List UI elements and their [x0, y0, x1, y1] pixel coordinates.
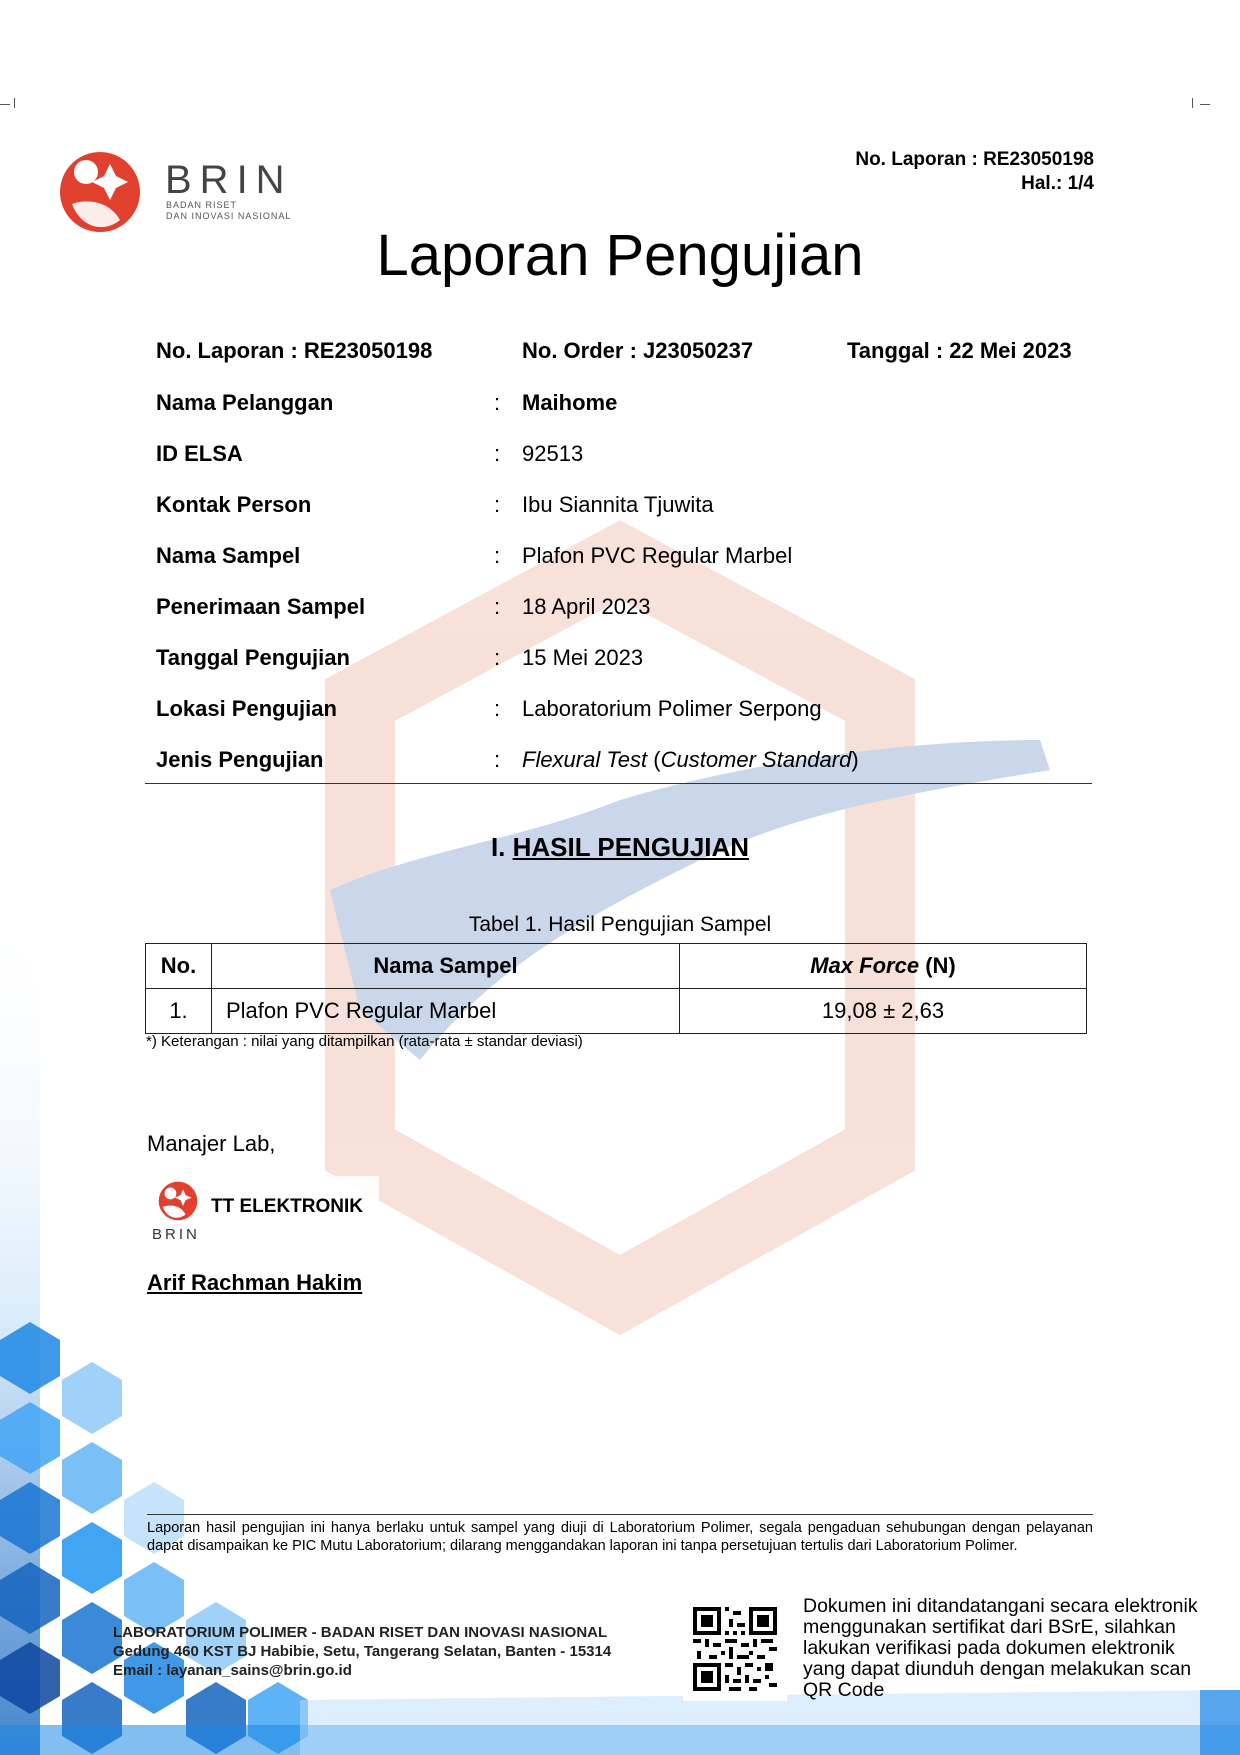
col-header-no: No. — [146, 944, 212, 989]
section-heading: I. HASIL PENGUJIAN — [490, 832, 750, 862]
crop-mark — [14, 98, 15, 108]
meta-date: Tanggal : 22 Mei 2023 — [847, 338, 1072, 363]
cell-no: 1. — [146, 989, 212, 1034]
footer-address: Gedung 460 KST BJ Habibie, Setu, Tangerang Selatan, Banten - 15314 — [113, 1643, 612, 1660]
qr-code — [683, 1597, 787, 1701]
meta-report-no: No. Laporan : RE23050198 — [156, 338, 433, 363]
field-value: Flexural Test (Customer Standard) — [522, 747, 859, 772]
field-value: Plafon PVC Regular Marbel — [522, 543, 793, 568]
field-label: Nama Sampel — [156, 543, 301, 568]
header-report-no: No. Laporan : RE23050198 — [855, 149, 1094, 170]
footer-lab-name: LABORATORIUM POLIMER - BADAN RISET DAN INOVASI NASIONAL — [113, 1624, 608, 1641]
brin-logo-text: BRIN — [165, 158, 293, 202]
header-report-info — [855, 148, 1094, 196]
field-row: ID ELSA : 92513 — [156, 441, 584, 466]
field-value: Maihome — [522, 390, 618, 415]
divider — [147, 1514, 1093, 1515]
field-row: Jenis Pengujian : Flexural Test (Customer Standard) — [156, 747, 859, 772]
meta-order-no: No. Order : J23050237 — [522, 338, 754, 363]
field-value: 15 Mei 2023 — [522, 645, 644, 670]
field-label: Nama Pelanggan — [156, 390, 334, 415]
field-label: Lokasi Pengujian — [156, 696, 337, 721]
cell-force: 19,08 ± 2,63 — [680, 989, 1087, 1034]
field-label: Penerimaan Sampel — [156, 594, 366, 619]
crop-mark — [1192, 98, 1193, 108]
field-value: Ibu Siannita Tjuwita — [522, 492, 714, 517]
signer-name: Arif Rachman Hakim — [147, 1270, 363, 1295]
e-signature-brin: BRIN — [152, 1226, 200, 1243]
field-row: Kontak Person : Ibu Siannita Tjuwita — [156, 492, 714, 517]
qr-verification-text: Dokumen ini ditandatangani secara elektronik menggunakan sertifikat dari BSrE, silahkan lakukan verifikasi pada dokumen elektronik yang dapat diunduh dengan melakukan scan QR Code — [803, 1595, 1198, 1701]
field-row: Lokasi Pengujian : Laboratorium Polimer Serpong — [156, 696, 822, 721]
field-value: 92513 — [522, 441, 584, 466]
table-header-row — [146, 944, 1087, 989]
disclaimer: Laporan hasil pengujian ini hanya berlaku untuk sampel yang diuji di Laboratorium Polimer, segala pengaduan sehubungan dengan pelayanan dapat disampaikan ke PIC Mutu Laboratorium; dilarang menggandakan laporan ini tanpa persetujuan tertulis dari Laboratorium Polimer. — [147, 1520, 1093, 1554]
col-header-name: Nama Sampel — [212, 944, 680, 989]
e-signature-text: TT ELEKTRONIK — [211, 1196, 363, 1217]
col-header-force: Max Force (N) — [680, 944, 1087, 989]
footer-email: Email : layanan_sains@brin.go.id — [113, 1662, 352, 1679]
table-caption: Tabel 1. Hasil Pengujian Sampel — [468, 913, 772, 936]
field-label: ID ELSA — [156, 441, 243, 466]
crop-mark — [1200, 104, 1210, 105]
header-page: Hal.: 1/4 — [1021, 173, 1094, 194]
qr-code-icon — [693, 1607, 777, 1691]
page-title: Laporan Pengujian — [376, 223, 864, 288]
field-value: Laboratorium Polimer Serpong — [522, 696, 822, 721]
field-label: Kontak Person — [156, 492, 312, 517]
field-label: Tanggal Pengujian — [156, 645, 350, 670]
field-label: Jenis Pengujian — [156, 747, 324, 772]
field-row: Nama Sampel : Plafon PVC Regular Marbel — [156, 543, 793, 568]
divider — [145, 783, 1092, 784]
brin-stamp-icon — [157, 1180, 199, 1222]
field-row: Tanggal Pengujian : 15 Mei 2023 — [156, 645, 644, 670]
field-row: Nama Pelanggan : Maihome — [156, 390, 618, 415]
table-note: *) Keterangan : nilai yang ditampilkan (rata-rata ± standar deviasi) — [146, 1033, 583, 1050]
field-row: Penerimaan Sampel : 18 April 2023 — [156, 594, 651, 619]
brin-logo-subtitle: BADAN RISET DAN INOVASI NASIONAL — [166, 200, 292, 221]
results-table — [145, 943, 1087, 1034]
field-value: 18 April 2023 — [522, 594, 651, 619]
table-row — [146, 989, 1087, 1034]
footer-lab-info — [113, 1623, 611, 1680]
cell-name: Plafon PVC Regular Marbel — [212, 989, 680, 1034]
crop-mark — [0, 104, 10, 105]
signature-role: Manajer Lab, — [147, 1131, 276, 1156]
